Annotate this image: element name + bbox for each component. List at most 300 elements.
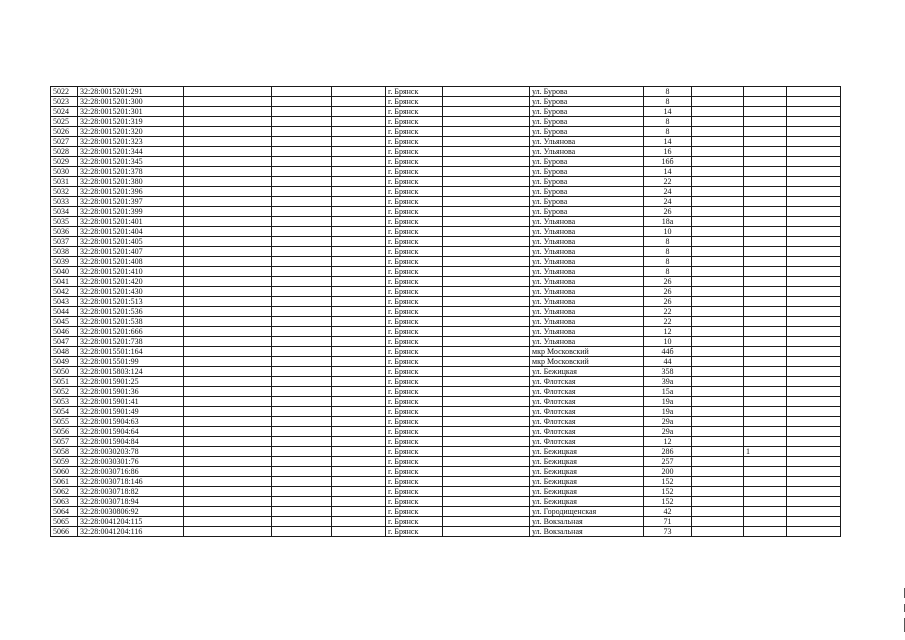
empty-cell [692,347,744,357]
empty-cell [332,377,386,387]
empty-cell [184,227,272,237]
empty-cell [692,177,744,187]
empty-cell [443,457,530,467]
extra-value [744,387,787,397]
extra-value [744,417,787,427]
cadastral-number: 32:28:0015501:99 [78,357,184,367]
empty-cell [692,327,744,337]
cadastral-number: 32:28:0015803:124 [78,367,184,377]
table-row [51,167,841,177]
row-number: 5066 [51,527,78,537]
empty-cell [443,367,530,377]
extra-value [744,327,787,337]
row-number: 5059 [51,457,78,467]
empty-cell [692,167,744,177]
empty-cell [272,207,332,217]
extra-value [744,307,787,317]
extra-value [744,177,787,187]
empty-cell [692,207,744,217]
empty-cell [787,167,841,177]
table-row [51,87,841,97]
table-row [51,527,841,537]
empty-cell [692,337,744,347]
empty-cell [184,317,272,327]
cadastral-number: 32:28:0030718:82 [78,487,184,497]
row-number: 5053 [51,397,78,407]
empty-cell [692,447,744,457]
empty-cell [443,507,530,517]
table-row [51,257,841,267]
empty-cell [272,147,332,157]
city: г. Брянск [386,487,443,497]
empty-cell [272,467,332,477]
cadastral-number: 32:28:0015901:36 [78,387,184,397]
empty-cell [272,137,332,147]
empty-cell [184,427,272,437]
empty-cell [787,147,841,157]
street: ул. Флотская [530,387,644,397]
street: ул. Бурова [530,207,644,217]
table-row [51,357,841,367]
extra-value [744,367,787,377]
extra-value [744,207,787,217]
cadastral-number: 32:28:0030203:78 [78,447,184,457]
empty-cell [332,367,386,377]
street: мкр Московский [530,347,644,357]
extra-value [744,437,787,447]
empty-cell [787,87,841,97]
empty-cell [332,297,386,307]
table-row [51,117,841,127]
street: ул. Бежицкая [530,477,644,487]
empty-cell [443,517,530,527]
house-number: 71 [644,517,692,527]
house-number: 8 [644,87,692,97]
empty-cell [443,487,530,497]
city: г. Брянск [386,187,443,197]
cadastral-number: 32:28:0015201:380 [78,177,184,187]
house-number: 24 [644,197,692,207]
empty-cell [332,227,386,237]
empty-cell [332,407,386,417]
empty-cell [692,287,744,297]
empty-cell [272,337,332,347]
row-number: 5026 [51,127,78,137]
street: ул. Бежицкая [530,467,644,477]
empty-cell [787,397,841,407]
empty-cell [443,107,530,117]
extra-value [744,517,787,527]
cadastral-number: 32:28:0015904:84 [78,437,184,447]
street: ул. Флотская [530,407,644,417]
empty-cell [332,287,386,297]
street: ул. Бежицкая [530,487,644,497]
empty-cell [332,127,386,137]
row-number: 5045 [51,317,78,327]
city: г. Брянск [386,217,443,227]
house-number: 14 [644,167,692,177]
cadastral-number: 32:28:0015201:538 [78,317,184,327]
city: г. Брянск [386,247,443,257]
empty-cell [184,87,272,97]
empty-cell [692,197,744,207]
house-number: 26 [644,207,692,217]
empty-cell [272,107,332,117]
empty-cell [272,397,332,407]
empty-cell [443,287,530,297]
empty-cell [692,97,744,107]
empty-cell [443,427,530,437]
empty-cell [787,207,841,217]
empty-cell [184,187,272,197]
empty-cell [332,147,386,157]
city: г. Брянск [386,87,443,97]
row-number: 5038 [51,247,78,257]
empty-cell [184,277,272,287]
row-number: 5058 [51,447,78,457]
empty-cell [787,197,841,207]
empty-cell [787,367,841,377]
empty-cell [332,197,386,207]
empty-cell [272,437,332,447]
empty-cell [787,127,841,137]
table-row [51,237,841,247]
extra-value [744,157,787,167]
empty-cell [692,227,744,237]
empty-cell [272,117,332,127]
empty-cell [332,457,386,467]
street: ул. Вокзальная [530,527,644,537]
empty-cell [272,497,332,507]
extra-value [744,257,787,267]
empty-cell [443,197,530,207]
empty-cell [443,117,530,127]
extra-value [744,237,787,247]
empty-cell [443,177,530,187]
city: г. Брянск [386,287,443,297]
row-number: 5036 [51,227,78,237]
empty-cell [443,307,530,317]
empty-cell [692,367,744,377]
empty-cell [787,257,841,267]
house-number: 16б [644,157,692,167]
city: г. Брянск [386,427,443,437]
empty-cell [332,187,386,197]
cadastral-number: 32:28:0015201:513 [78,297,184,307]
empty-cell [692,497,744,507]
table-row [51,477,841,487]
street: ул. Флотская [530,417,644,427]
city: г. Брянск [386,477,443,487]
empty-cell [184,117,272,127]
empty-cell [787,327,841,337]
table-row [51,267,841,277]
empty-cell [332,497,386,507]
empty-cell [184,237,272,247]
empty-cell [787,487,841,497]
empty-cell [332,277,386,287]
empty-cell [332,97,386,107]
table-row [51,447,841,457]
cadastral-number: 32:28:0015201:408 [78,257,184,267]
cadastral-number: 32:28:0015201:410 [78,267,184,277]
house-number: 29а [644,427,692,437]
city: г. Брянск [386,227,443,237]
house-number: 73 [644,527,692,537]
empty-cell [184,517,272,527]
empty-cell [692,297,744,307]
city: г. Брянск [386,207,443,217]
empty-cell [184,127,272,137]
empty-cell [332,237,386,247]
register-table [50,86,841,537]
street: ул. Ульянова [530,297,644,307]
empty-cell [787,227,841,237]
city: г. Брянск [386,527,443,537]
city: г. Брянск [386,237,443,247]
city: г. Брянск [386,157,443,167]
empty-cell [332,517,386,527]
empty-cell [787,247,841,257]
empty-cell [787,297,841,307]
empty-cell [184,467,272,477]
city: г. Брянск [386,257,443,267]
row-number: 5028 [51,147,78,157]
empty-cell [787,357,841,367]
row-number: 5029 [51,157,78,167]
cadastral-number: 32:28:0015201:536 [78,307,184,317]
empty-cell [184,287,272,297]
empty-cell [184,457,272,467]
table-row [51,217,841,227]
empty-cell [443,157,530,167]
city: г. Брянск [386,507,443,517]
cadastral-number: 32:28:0015201:300 [78,97,184,107]
row-number: 5030 [51,167,78,177]
cadastral-number: 32:28:0015201:738 [78,337,184,347]
empty-cell [272,267,332,277]
cadastral-number: 32:28:0041204:115 [78,517,184,527]
empty-cell [443,397,530,407]
table-row [51,307,841,317]
empty-cell [692,467,744,477]
empty-cell [332,327,386,337]
row-number: 5050 [51,367,78,377]
empty-cell [184,507,272,517]
cadastral-number: 32:28:0015201:405 [78,237,184,247]
extra-value [744,527,787,537]
extra-value [744,297,787,307]
empty-cell [184,497,272,507]
house-number: 8 [644,267,692,277]
empty-cell [443,377,530,387]
empty-cell [692,527,744,537]
empty-cell [272,97,332,107]
table-row [51,287,841,297]
table-row [51,487,841,497]
house-number: 8 [644,117,692,127]
extra-value: 1 [744,447,787,457]
empty-cell [332,487,386,497]
empty-cell [692,477,744,487]
row-number: 5025 [51,117,78,127]
street: ул. Бурова [530,97,644,107]
empty-cell [787,317,841,327]
house-number: 8 [644,127,692,137]
empty-cell [184,257,272,267]
empty-cell [787,497,841,507]
empty-cell [272,217,332,227]
extra-value [744,427,787,437]
city: г. Брянск [386,497,443,507]
empty-cell [272,257,332,267]
empty-cell [443,247,530,257]
empty-cell [443,357,530,367]
city: г. Брянск [386,367,443,377]
city: г. Брянск [386,127,443,137]
empty-cell [272,277,332,287]
empty-cell [443,477,530,487]
empty-cell [787,137,841,147]
empty-cell [692,147,744,157]
row-number: 5022 [51,87,78,97]
empty-cell [184,407,272,417]
house-number: 8 [644,247,692,257]
empty-cell [184,417,272,427]
empty-cell [184,377,272,387]
cadastral-number: 32:28:0030806:92 [78,507,184,517]
street: ул. Ульянова [530,327,644,337]
street: ул. Бурова [530,107,644,117]
row-number: 5024 [51,107,78,117]
table-row [51,467,841,477]
city: г. Брянск [386,177,443,187]
table-row [51,437,841,447]
row-number: 5033 [51,197,78,207]
street: ул. Флотская [530,437,644,447]
cadastral-number: 32:28:0015201:399 [78,207,184,217]
empty-cell [272,527,332,537]
cadastral-number: 32:28:0015201:666 [78,327,184,337]
empty-cell [184,137,272,147]
street: ул. Ульянова [530,287,644,297]
table-row [51,247,841,257]
row-number: 5047 [51,337,78,347]
cadastral-number: 32:28:0015201:420 [78,277,184,287]
empty-cell [272,507,332,517]
extra-value [744,127,787,137]
cadastral-number: 32:28:0015201:430 [78,287,184,297]
row-number: 5062 [51,487,78,497]
table-row [51,297,841,307]
empty-cell [787,387,841,397]
empty-cell [184,477,272,487]
city: г. Брянск [386,337,443,347]
empty-cell [332,427,386,437]
cadastral-number: 32:28:0015201:397 [78,197,184,207]
empty-cell [332,307,386,317]
empty-cell [443,317,530,327]
empty-cell [787,527,841,537]
table-row [51,457,841,467]
street: ул. Бурова [530,87,644,97]
empty-cell [332,217,386,227]
empty-cell [692,237,744,247]
empty-cell [332,207,386,217]
empty-cell [787,447,841,457]
cadastral-number: 32:28:0015201:345 [78,157,184,167]
city: г. Брянск [386,387,443,397]
empty-cell [787,337,841,347]
empty-cell [184,167,272,177]
extra-value [744,137,787,147]
row-number: 5055 [51,417,78,427]
street: ул. Бурова [530,157,644,167]
extra-value [744,467,787,477]
table-row [51,317,841,327]
empty-cell [272,297,332,307]
empty-cell [787,217,841,227]
house-number: 10 [644,227,692,237]
city: г. Брянск [386,467,443,477]
street: ул. Ульянова [530,337,644,347]
empty-cell [184,387,272,397]
empty-cell [443,337,530,347]
row-number: 5027 [51,137,78,147]
house-number: 152 [644,497,692,507]
house-number: 19а [644,397,692,407]
city: г. Брянск [386,417,443,427]
extra-value [744,197,787,207]
street: ул. Бежицкая [530,457,644,467]
row-number: 5061 [51,477,78,487]
cadastral-number: 32:28:0015901:25 [78,377,184,387]
extra-value [744,497,787,507]
table-row [51,137,841,147]
empty-cell [184,307,272,317]
cadastral-number: 32:28:0015201:320 [78,127,184,137]
cadastral-number: 32:28:0030716:86 [78,467,184,477]
house-number: 26 [644,287,692,297]
empty-cell [787,177,841,187]
cadastral-number: 32:28:0015901:49 [78,407,184,417]
street: ул. Ульянова [530,237,644,247]
empty-cell [332,437,386,447]
street: мкр Московский [530,357,644,367]
house-number: 24 [644,187,692,197]
row-number: 5034 [51,207,78,217]
city: г. Брянск [386,197,443,207]
register-table-body [51,87,841,537]
city: г. Брянск [386,307,443,317]
empty-cell [787,427,841,437]
cadastral-number: 32:28:0015201:396 [78,187,184,197]
house-number: 22 [644,177,692,187]
empty-cell [443,417,530,427]
city: г. Брянск [386,117,443,127]
empty-cell [184,267,272,277]
table-row [51,157,841,167]
empty-cell [332,317,386,327]
extra-value [744,147,787,157]
extra-value [744,247,787,257]
cadastral-number: 32:28:0015201:378 [78,167,184,177]
empty-cell [184,487,272,497]
house-number: 15а [644,387,692,397]
table-row [51,367,841,377]
house-number: 39а [644,377,692,387]
empty-cell [443,267,530,277]
